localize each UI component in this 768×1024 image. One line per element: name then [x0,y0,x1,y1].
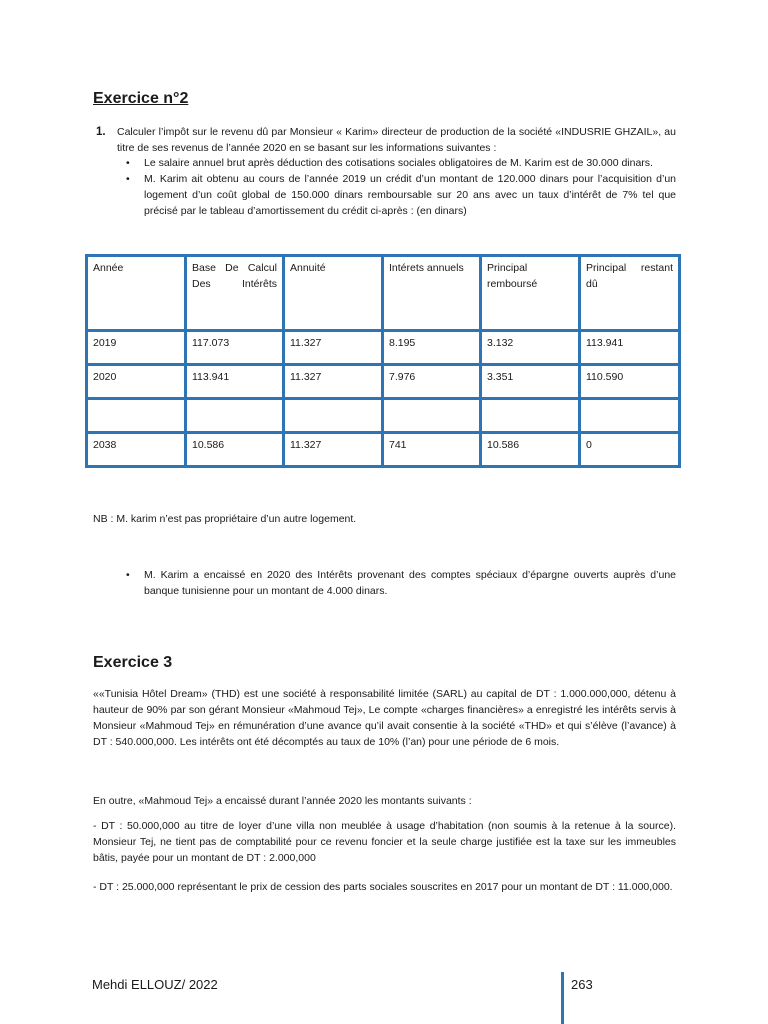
table-cell: 10.586 [481,433,580,467]
table-cell: 117.073 [186,331,284,365]
table-cell: 110.590 [580,365,680,399]
bullet-item [124,171,676,219]
exercise3-title: Exercice 3 [93,654,173,671]
bullet-text: M. Karim a encaissé en 2020 des Intérêts provenant des comptes spéciaux d’épargne ouverts auprès d’une banque tunisienne pour un montant de 4.000 dinars. [144,569,676,597]
table-header-cell: Année [87,256,186,331]
footer-page-number: 263 [571,977,593,992]
table-cell: 10.586 [186,433,284,467]
exercise3-paragraph: - DT : 25.000,000 représentant le prix de cession des parts sociales souscrites en 2017 pour un montant de DT : 11.000,000. [93,881,673,893]
table-cell: 11.327 [284,433,383,467]
footer-divider [561,972,564,1024]
table-header-cell: Base De Calcul Des Intérêts [186,256,284,331]
nb-note: NB : M. karim n’est pas propriétaire d’un autre logement. [93,513,357,525]
exercise3-paragraph: ««Tunisia Hôtel Dream» (THD) est une société à responsabilité limitée (SARL) au capital de DT : 1.000.000,000, détenu à hauteur de 90% par son gérant Monsieur «Mahmoud Tej», Le compte «charges financières» a enregistré les intérêts servis à Monsieur «Mahmoud Tej» en rémunération d’une avance qu’il avait consentie à la société «THD» et qui s’élève (l’avance) à DT : 540.000,000. Les intérêts ont été décomptés au taux de 10% (l’an) pour une période de 6 mois. [93,688,676,748]
bullet-text: Le salaire annuel brut après déduction des cotisations sociales obligatoires de M. Karim est de 30.000 dinars. [144,157,653,169]
amortization-table [85,254,681,468]
table-cell: 11.327 [284,331,383,365]
table-cell: 741 [383,433,481,467]
table-cell: 3.351 [481,365,580,399]
bullet-text: M. Karim ait obtenu au cours de l’année 2019 un crédit d’un montant de 120.000 dinars pour l’acquisition d’un logement d’un coût global de 150.000 dinars remboursable sur 20 ans avec un taux d’intérêt de 7% tel que précisé par le tableau d’amortissement du crédit ci-après : (en dinars) [144,173,676,217]
table-row [87,331,680,365]
table-cell: 8.195 [383,331,481,365]
exercise3-paragraph: En outre, «Mahmoud Tej» a encaissé durant l’année 2020 les montants suivants : [93,795,472,807]
exercise3-paragraph: - DT : 50.000,000 au titre de loyer d’une villa non meublée à usage d’habitation (non soumis à la retenue à la source). Monsieur Tej, ne tient pas de comptabilité pour ce revenu foncier et la seule charge justifiée est la taxe sur les immeubles bâtis, payée pour un montant de DT : 2.000,000 [93,820,676,864]
table-cell [87,399,186,433]
footer-author: Mehdi ELLOUZ/ 2022 [92,977,218,992]
table-cell: 2020 [87,365,186,399]
table-row [87,433,680,467]
amortization-table-wrapper [85,254,678,455]
table-cell [186,399,284,433]
question-intro: Calculer l’impôt sur le revenu dû par Monsieur « Karim» directeur de production de la société «INDUSRIE GHZAIL», au titre de ses revenus de l’année 2020 en se basant sur les informations suivantes : [117,126,676,154]
table-cell: 11.327 [284,365,383,399]
table-cell: 2038 [87,433,186,467]
question-number: 1. [96,126,106,138]
exercise2-title: Exercice n°2 [93,90,189,107]
exercise2-bullets-extra [124,567,676,599]
table-header-cell: Principal restant dû [580,256,680,331]
table-cell [580,399,680,433]
table-cell [383,399,481,433]
bullet-icon: • [126,157,130,169]
exercise2-question [96,124,676,156]
table-cell: 7.976 [383,365,481,399]
bullet-icon: • [126,569,130,581]
table-row [87,365,680,399]
table-row [87,399,680,433]
table-header-row [87,256,680,331]
exercise2-bullets [124,155,676,219]
table-cell: 113.941 [186,365,284,399]
bullet-item [124,567,676,599]
table-cell: 3.132 [481,331,580,365]
table-cell [284,399,383,433]
table-cell: 113.941 [580,331,680,365]
table-header-cell: Principal remboursé [481,256,580,331]
bullet-icon: • [126,173,130,185]
table-header-cell: Annuité [284,256,383,331]
bullet-item [124,155,676,171]
table-header-cell: Intérets annuels [383,256,481,331]
table-cell: 2019 [87,331,186,365]
table-cell: 0 [580,433,680,467]
table-cell [481,399,580,433]
